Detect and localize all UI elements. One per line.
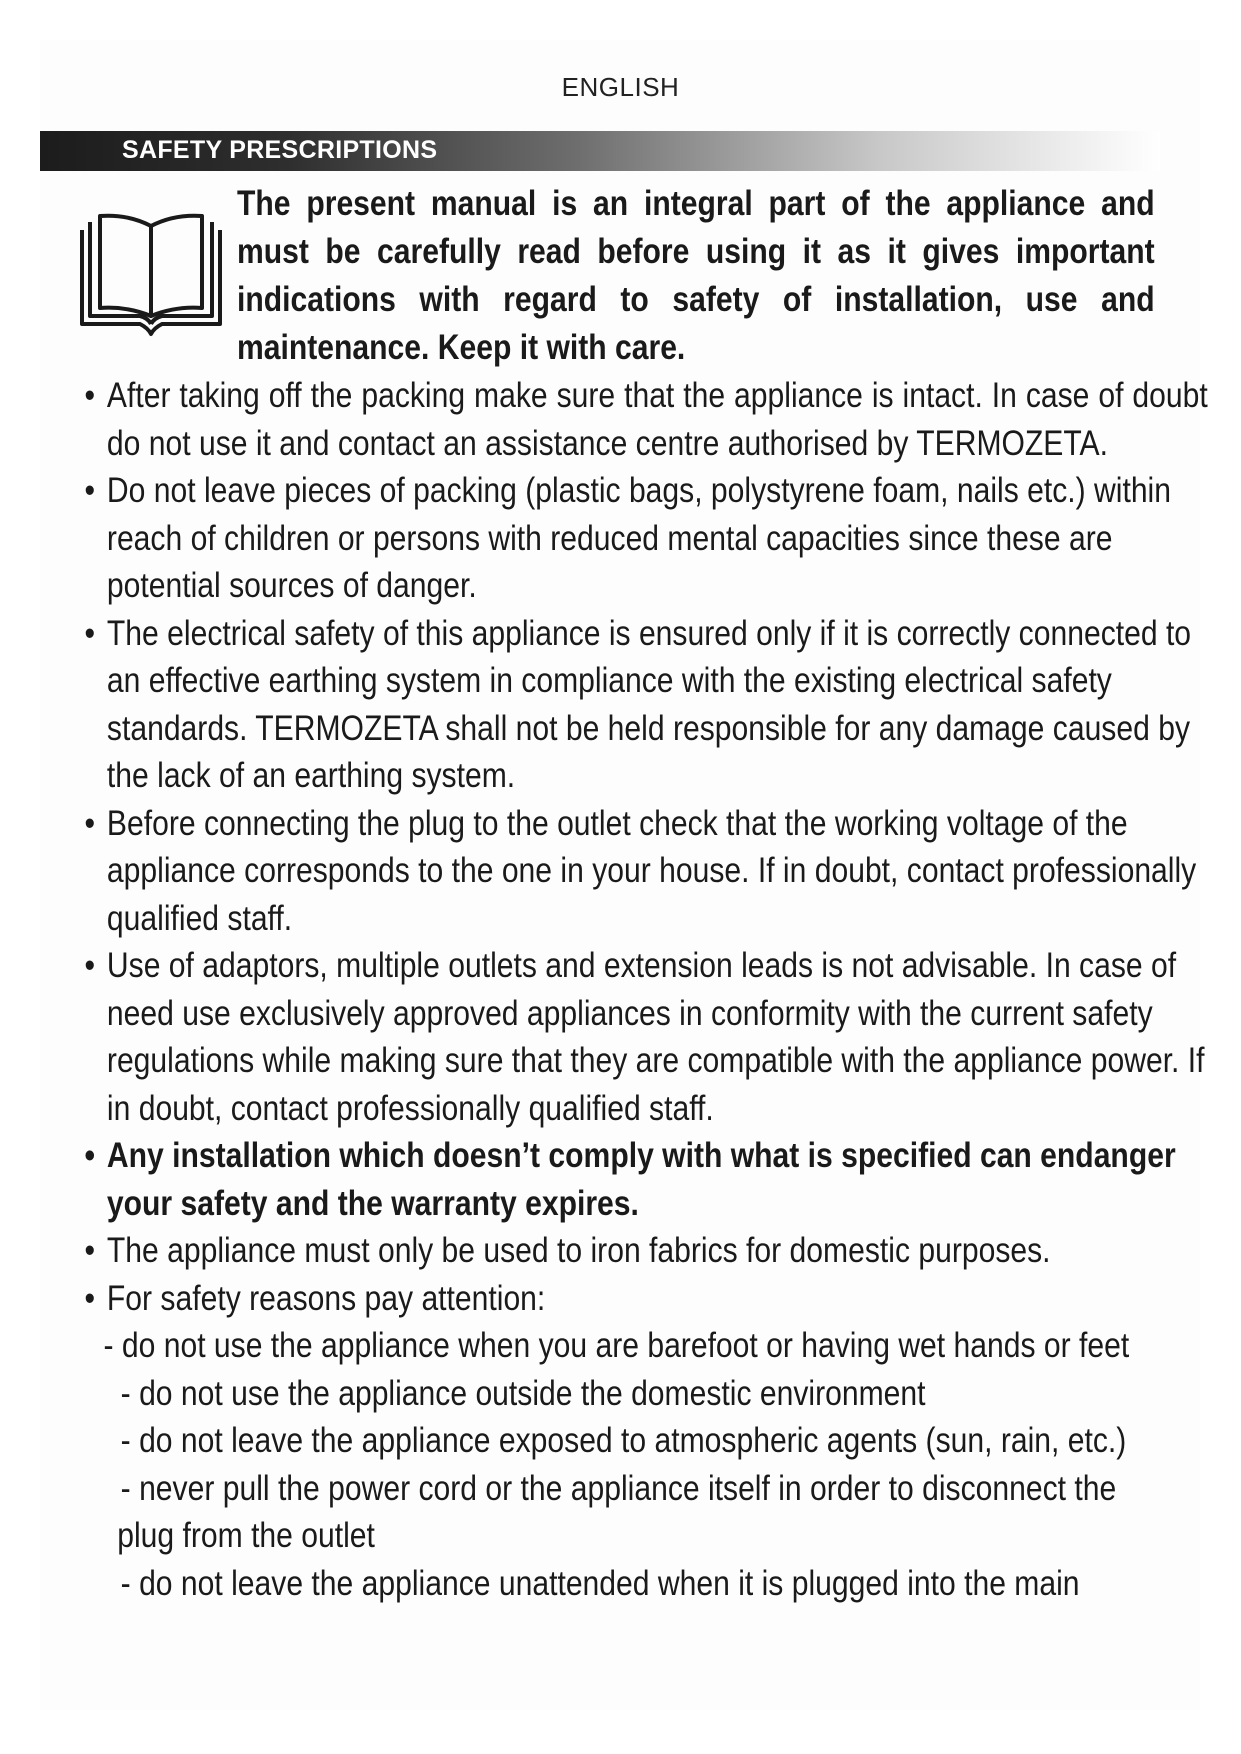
language-label: ENGLISH (561, 72, 680, 102)
list-item-text: The electrical safety of this appliance is ensured only if it is correctly connected to an effective earthing system in compliance with the existing electrical safety standards. TERMOZETA shall not be held responsible for any damage caused by the lack of an earthing system. (106, 613, 1192, 795)
section-title: SAFETY PRESCRIPTIONS (122, 136, 438, 164)
list-item-text: Use of adaptors, multiple outlets and extension leads is not advisable. In case of need use exclusively approved appliances in conformity with the current safety regulations while making sure that they are compatible with the appliance power. If in doubt, contact professionally qualified staff. (106, 946, 1205, 1128)
sub-item: - do not leave the appliance unattended when it is plugged into the main (120, 1563, 1080, 1603)
list-item-text: Do not leave pieces of packing (plastic bags, polystyrene foam, nails etc.) within reach of children or persons with reduced mental capacities since these are potential sources of danger. (106, 471, 1171, 605)
bullet-icon: • (84, 471, 96, 510)
list-item (84, 610, 1208, 800)
bullet-icon: • (84, 803, 96, 843)
list-item-text: After taking off the packing make sure that the appliance is intact. In case of doubt do not use it and contact an assistance centre authorised by TERMOZETA. (106, 376, 1208, 463)
list-item-text: For safety reasons pay attention: (106, 1278, 546, 1318)
list-item (84, 942, 1208, 1132)
section-banner (40, 131, 1160, 171)
bullet-icon: • (84, 1278, 96, 1318)
bullet-icon: • (84, 946, 96, 985)
bullet-icon: • (84, 376, 96, 415)
safety-list (84, 372, 1238, 1607)
list-item-warning (84, 1132, 1208, 1227)
intro-paragraph: The present manual is an integral part of the appliance and must be carefully read before using it as it gives important indications with regard to safety of installation, use and maintenance. Keep it with care. (237, 184, 1155, 367)
list-item (84, 800, 1208, 943)
sub-item: - do not leave the appliance exposed to atmospheric agents (sun, rain, etc.) (120, 1421, 1127, 1460)
list-item (84, 372, 1208, 467)
open-book-icon (78, 212, 224, 342)
list-item (84, 467, 1208, 610)
bullet-icon: • (84, 613, 96, 653)
sub-item: - do not use the appliance when you are barefoot or having wet hands or feet (103, 1326, 1130, 1365)
list-item-text: Before connecting the plug to the outlet check that the working voltage of the appliance corresponds to the one in your house. If in doubt, contact professionally qualified staff. (106, 803, 1197, 938)
list-item (84, 1227, 1208, 1275)
bullet-icon: • (84, 1231, 96, 1270)
bullet-icon: • (84, 1136, 96, 1175)
sub-item: - never pull the power cord or the appliance itself in order to disconnect the (120, 1468, 1117, 1508)
list-item-text: The appliance must only be used to iron fabrics for domestic purposes. (106, 1231, 1051, 1270)
list-item-text: Any installation which doesn’t comply with what is specified can endanger your safety and the warranty expires. (106, 1136, 1176, 1223)
sub-item: - do not use the appliance outside the domestic environment (120, 1373, 926, 1413)
list-item (84, 1275, 1208, 1323)
sub-item-continuation: plug from the outlet (117, 1516, 375, 1555)
